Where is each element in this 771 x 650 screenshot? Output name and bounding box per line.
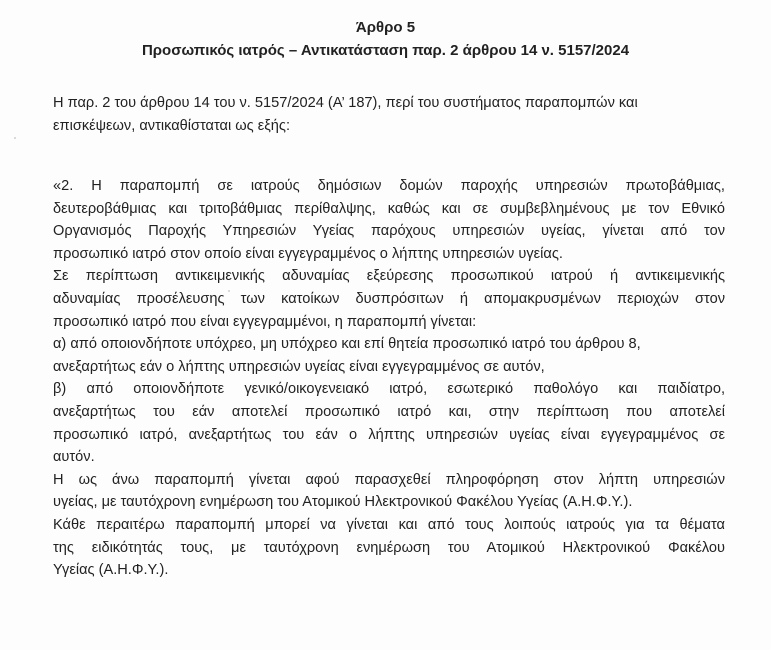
text-line: Κάθε περαιτέρω παραπομπή μπορεί να γίνεται και από τους λοιπούς ιατρούς για τα θέματα	[53, 516, 725, 533]
text-line: Σε περίπτωση αντικειμενικής αδυναμίας εξεύρεσης προσωπικού ιατρού ή αντικειμενικής	[53, 268, 725, 285]
text-line: προσωπικό ιατρό στον οποίο είναι εγγεγραμμένος ο λήπτης υπηρεσιών υγείας.	[53, 245, 563, 262]
text-line: α) από οποιονδήποτε υπόχρεο, μη υπόχρεο και επί θητεία προσωπικό ιατρό του άρθρου 8,	[53, 336, 641, 353]
article-number: Άρθρο 5	[355, 19, 416, 36]
intro-paragraph	[53, 92, 725, 137]
text-line: επισκέψεων, αντικαθίσταται ως εξής:	[53, 117, 291, 134]
text-line: υγείας, με ταυτόχρονη ενημέρωση του Ατομικού Ηλεκτρονικού Φακέλου Υγείας (Α.Η.Φ.Υ.).	[53, 494, 633, 511]
text-line: αδυναμίας προσέλευσης των κατοίκων δυσπρόσιτων ή απομακρυσμένων περιοχών στον	[53, 290, 725, 307]
text-line: Η ως άνω παραπομπή γίνεται αφού παρασχεθεί πληροφόρηση στον λήπτη υπηρεσιών	[53, 471, 725, 488]
text-line: αυτόν.	[53, 449, 95, 466]
text-line: ανεξαρτήτως εάν ο λήπτης υπηρεσιών υγείας είναι εγγεγραμμένος σε αυτόν,	[53, 358, 545, 375]
text-line: ανεξαρτήτως του εάν αποτελεί προσωπικό ιατρό και, στην περίπτωση που αποτελεί	[53, 403, 725, 420]
quoted-amendment-paragraph	[53, 175, 725, 582]
article-title: Προσωπικός ιατρός – Αντικατάσταση παρ. 2 άρθρου 14 ν. 5157/2024	[141, 42, 630, 59]
text-line: Οργανισμός Παροχής Υπηρεσιών Υγείας παρόχους υπηρεσιών υγείας, γίνεται από τον	[53, 223, 725, 240]
scan-speck	[14, 137, 16, 139]
text-line: β) από οποιονδήποτε γενικό/οικογενειακό ιατρό, εσωτερικό παθολόγο και παιδίατρο,	[53, 381, 725, 398]
text-line: δευτεροβάθμιας και τριτοβάθμιας περίθαλψης, καθώς και σε συμβεβλημένους με τον Εθνικό	[53, 200, 725, 217]
text-line: Υγείας (Α.Η.Φ.Υ.).	[53, 562, 169, 579]
text-line: προσωπικό ιατρό, ανεξαρτήτως του εάν ο λήπτης υπηρεσιών υγείας είναι εγγεγραμμένος σε	[53, 426, 725, 443]
text-line: προσωπικό ιατρό που είναι εγγεγραμμένοι, η παραπομπή γίνεται:	[53, 313, 477, 330]
text-line: «2. Η παραπομπή σε ιατρούς δημόσιων δομών παροχής υπηρεσιών πρωτοβάθμιας,	[53, 178, 725, 194]
text-line: της ειδικότητάς τους, με ταυτόχρονη ενημέρωση του Ατομικού Ηλεκτρονικού Φακέλου	[53, 539, 725, 556]
text-line: Η παρ. 2 του άρθρου 14 του ν. 5157/2024 (Α’ 187), περί του συστήματος παραπομπών και	[53, 95, 638, 111]
